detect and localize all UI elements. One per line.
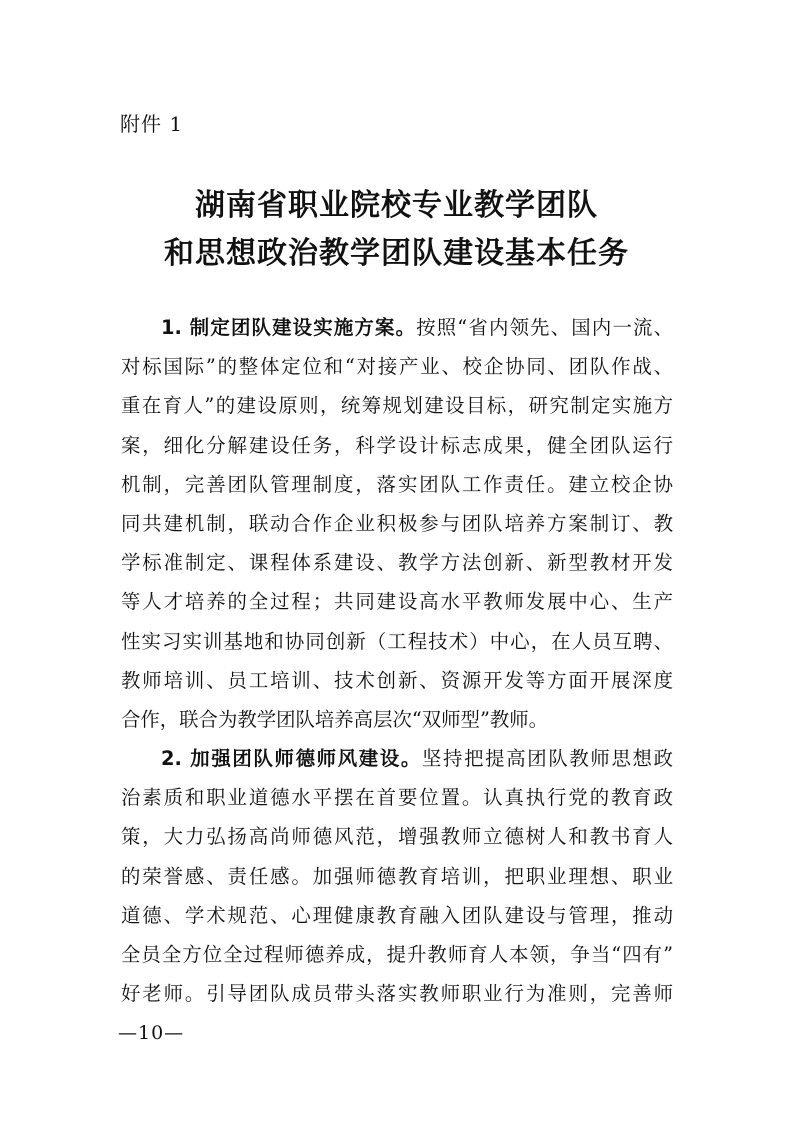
paragraph-2-line: 全员全方位全过程师德养成，提升教师育人本领，争当“四有” xyxy=(121,943,673,966)
paragraph-2-line: 治素质和职业道德水平摆在首要位置。认真执行党的教育政 xyxy=(121,786,673,810)
paragraph-2-line xyxy=(121,739,673,778)
paragraph-1-line: 教师培训、员工培训、技术创新、资源开发等方面开展深度 xyxy=(121,668,673,692)
document-title-line-2: 和思想政治教学团队建设基本任务 xyxy=(164,236,629,271)
document-title-line-1: 湖南省职业院校专业教学团队 xyxy=(195,188,598,223)
paragraph-1-line xyxy=(121,308,673,347)
attachment-label: 附件 1 xyxy=(120,112,184,136)
paragraph-1-line: 机制，完善团队管理制度，落实团队工作责任。建立校企协 xyxy=(121,472,673,496)
paragraph-2-heading: 2. 加强团队师德师风建设。 xyxy=(161,747,422,771)
paragraph-1-line: 学标准制定、课程体系建设、教学方法创新、新型教材开发 xyxy=(121,551,673,575)
paragraph-1-line: 合作，联合为教学团队培养高层次“双师型”教师。 xyxy=(121,707,549,731)
paragraph-2-line: 道德、学术规范、心理健康教育融入团队建设与管理，推动 xyxy=(121,903,673,927)
paragraph-1-line: 重在育人”的建设原则，统筹规划建设目标，研究制定实施方 xyxy=(121,394,673,418)
paragraph-2-line: 好老师。引导团队成员带头落实教师职业行为准则，完善师 xyxy=(121,982,673,1006)
paragraph-1-line: 性实习实训基地和协同创新（工程技术）中心，在人员互聘、 xyxy=(121,629,673,653)
paragraph-1-text: 按照“省内领先、国内一流、 xyxy=(416,316,673,339)
paragraph-1-line: 案，细化分解建设任务，科学设计标志成果，健全团队运行 xyxy=(121,433,673,457)
paragraph-1-line: 等人才培养的全过程；共同建设高水平教师发展中心、生产 xyxy=(121,590,673,614)
body-text xyxy=(121,308,673,1013)
paragraph-1-line: 同共建机制，联动合作企业积极参与团队培养方案制订、教 xyxy=(121,511,673,535)
paragraph-2-line: 策，大力弘扬高尚师德风范，增强教师立德树人和教书育人 xyxy=(121,825,673,849)
page-number: —10— xyxy=(118,1022,185,1044)
paragraph-2-line: 的荣誉感、责任感。加强师德教育培训，把职业理想、职业 xyxy=(121,864,673,888)
paragraph-1-heading: 1. 制定团队建设实施方案。 xyxy=(161,316,417,339)
paragraph-1-line: 对标国际”的整体定位和“对接产业、校企协同、团队作战、 xyxy=(121,355,673,379)
paragraph-2-text: 坚持把提高团队教师思想政 xyxy=(421,747,673,771)
